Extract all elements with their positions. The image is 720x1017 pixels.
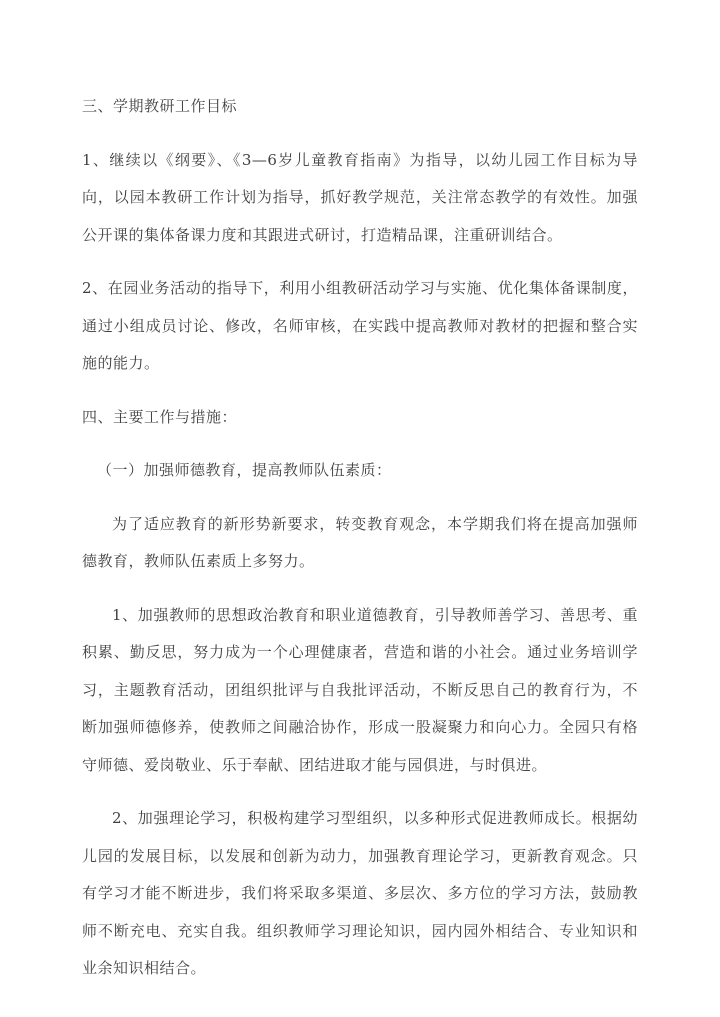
paragraph: 为了适应教育的新形势新要求，转变教育观念，本学期我们将在提高加强师德教育，教师队伍素质上多努力。 <box>82 514 638 570</box>
paragraph: 1、继续以《纲要》、《3—6岁儿童教育指南》为指导，以幼儿园工作目标为导向，以园本教研工作计划为指导，抓好教学规范，关注常态教学的有效性。加强公开课的集体备课力度和其跟进式研讨，打造精品课，注重研训结合。 <box>82 150 638 244</box>
paragraph: 2、加强理论学习，积极构建学习型组织，以多种形式促进教师成长。根据幼儿园的发展目标，以发展和创新为动力，加强教育理论学习，更新教育观念。只有学习才能不断进步，我们将采取多渠道、多层次、多方位的学习方法，鼓励教师不断充电、充实自我。组织教师学习理论知识，园内园外相结合、专业知识和业余知识相结合。 <box>82 809 638 977</box>
sub-heading: （一）加强师德教育，提高教师队伍素质： <box>97 461 392 479</box>
section-heading: 四、主要工作与措施： <box>82 407 238 426</box>
paragraph: 1、加强教师的思想政治教育和职业道德教育，引导教师善学习、善思考、重积累、勤反思，努力成为一个心理健康者，营造和谐的小社会。通过业务培训学习，主题教育活动，团组织批评与自我批评活动，不断反思自己的教育行为，不断加强师德修养，使教师之间融洽协作，形成一股凝聚力和向心力。全园只有格守师德、爱岗敬业、乐于奉献、团结进取才能与园俱进，与时俱进。 <box>82 605 638 774</box>
section-heading: 三、学期教研工作目标 <box>82 97 238 115</box>
document-body <box>82 88 638 988</box>
paragraph: 2、在园业务活动的指导下，利用小组教研活动学习与实施、优化集体备课制度，通过小组成员讨论、修改，名师审核，在实践中提高教师对教材的把握和整合实施的能力。 <box>82 279 638 372</box>
